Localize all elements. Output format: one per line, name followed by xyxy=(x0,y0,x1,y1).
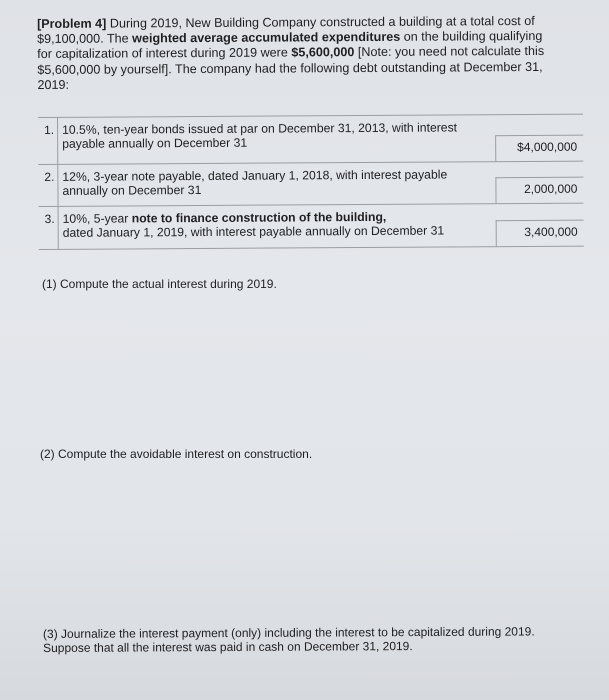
question-3: (3) Journalize the interest payment (only) including the interest to be capitalized during 2019. Suppose that all the interest was paid in cash on December 31, 2019. xyxy=(43,624,535,655)
debt-number: 1. xyxy=(38,118,58,164)
debt-row xyxy=(39,204,584,250)
debt-row xyxy=(38,115,583,165)
debt-line-1-text: 10%, 5-year xyxy=(62,211,132,226)
debt-number: 2. xyxy=(38,165,58,206)
problem-label: [Problem 4] xyxy=(37,16,107,31)
debt-amount: 2,000,000 xyxy=(495,177,583,204)
debt-amount: $4,000,000 xyxy=(495,135,583,162)
intro-text-b: on the building qualifying for capitalization of interest during 2019 were xyxy=(37,29,543,62)
intro-text-c: [Note: you need not calculate this $5,600,000 by yourself]. The company had the following debt outstanding at December 31, 2019: xyxy=(37,44,545,92)
debt-description xyxy=(62,167,492,198)
debt-number: 3. xyxy=(39,207,59,249)
debt-description xyxy=(63,209,493,240)
debt-row xyxy=(38,162,583,207)
debt-line-1: 12%, 3-year note payable, dated January 1, 2018, with interest payable xyxy=(62,167,448,184)
problem-statement xyxy=(37,14,547,93)
intro-text-a: During 2019, New Building Company constructed a building at a total cost of $9,100,000. The xyxy=(37,13,535,47)
question-1: (1) Compute the actual interest during 2019. xyxy=(42,277,277,291)
debt-line-2: dated January 1, 2019, with interest payable annually on December 31 xyxy=(62,223,445,240)
intro-bold-a: weighted average accumulated expenditures xyxy=(132,29,401,46)
intro-bold-b: $5,600,000 xyxy=(291,45,355,60)
debt-description xyxy=(62,120,492,151)
debt-line-1-bold: note to finance construction of the building, xyxy=(131,209,387,226)
debt-table xyxy=(38,114,584,250)
debt-line-2: payable annually on December 31 xyxy=(62,135,248,151)
question-2: (2) Compute the avoidable interest on construction. xyxy=(40,447,313,461)
debt-amount: 3,400,000 xyxy=(496,220,584,247)
debt-line-1: 10.5%, ten-year bonds issued at par on December 31, 2013, with interest xyxy=(62,120,458,137)
debt-line-2: annually on December 31 xyxy=(62,183,202,198)
